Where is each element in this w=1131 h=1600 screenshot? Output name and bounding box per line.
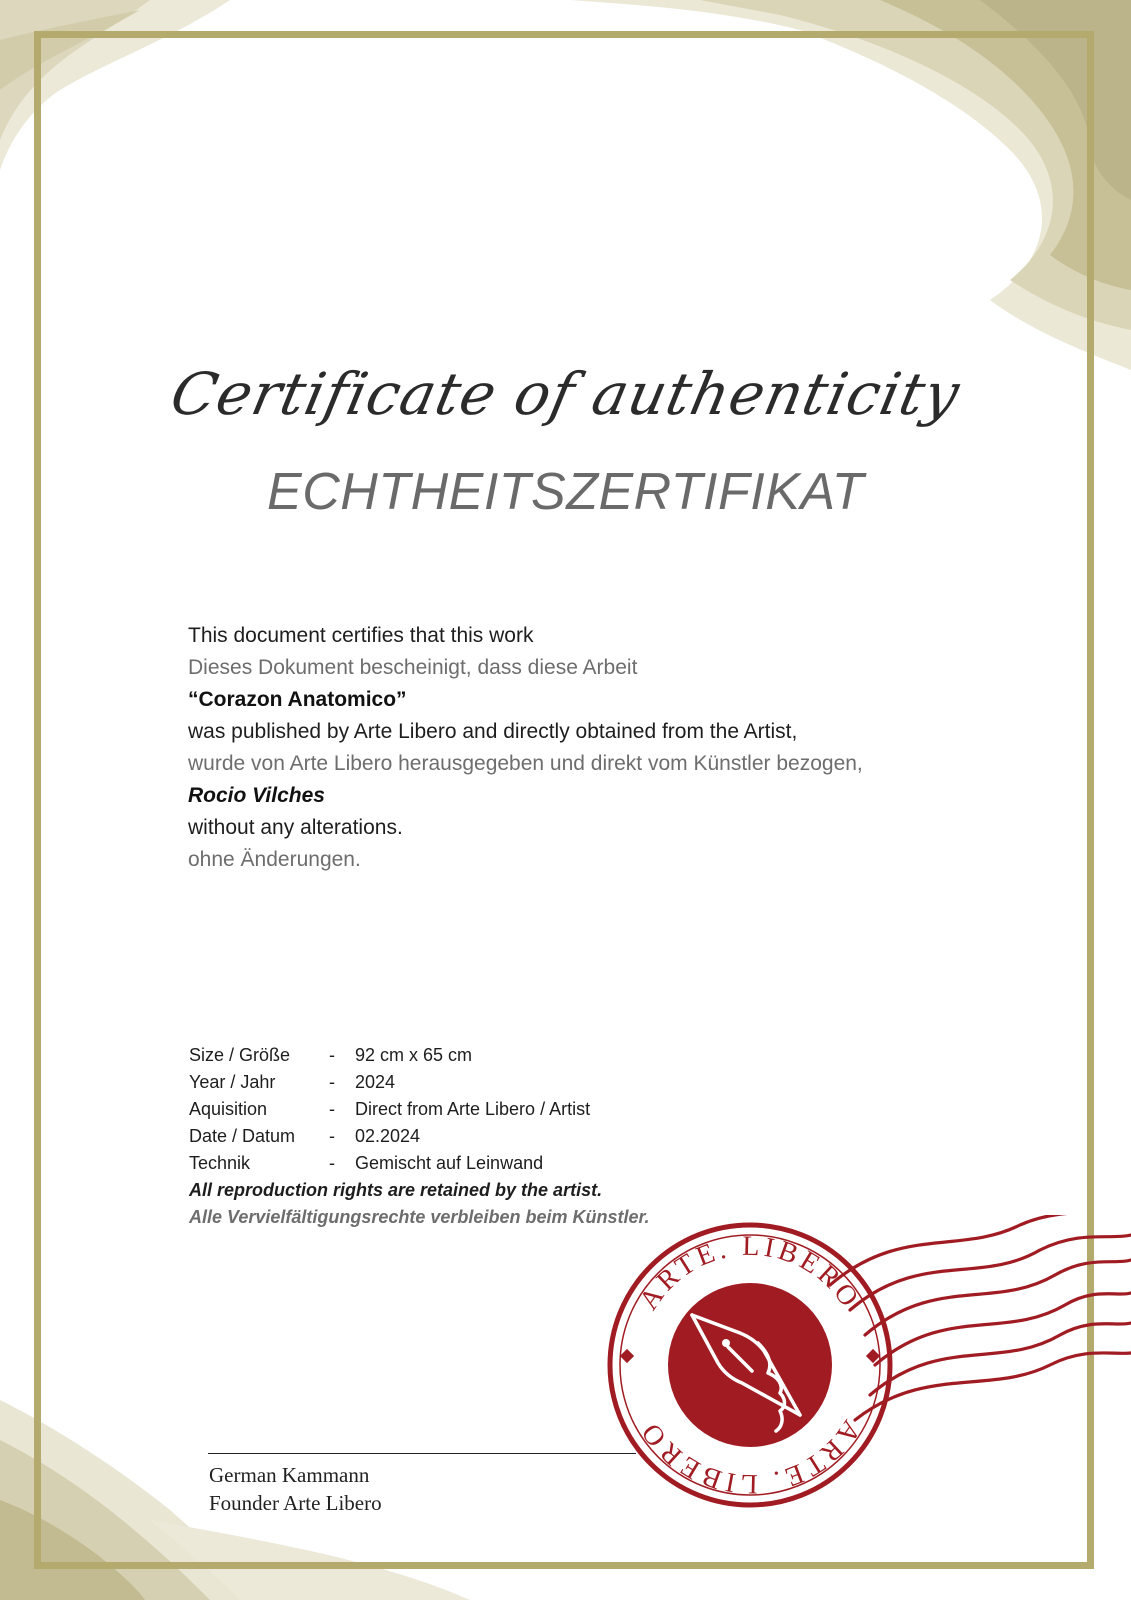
stamp-wavy-lines [830,1215,1131,1420]
detail-separator: - [329,1045,335,1065]
stamp-text-bottom-path: ARTE. LIBERO [633,1414,867,1500]
detail-row-technique [189,1150,649,1177]
rights-notice-de: Alle Vervielfältigungsrechte verbleiben beim Künstler. [189,1207,650,1227]
statement-line2-en: was published by Arte Libero and directly obtained from the Artist, [188,720,798,743]
detail-separator: - [329,1153,335,1173]
rights-notice-en: All reproduction rights are retained by the artist. [189,1180,603,1200]
statement-line1-de: Dieses Dokument bescheinigt, dass diese Arbeit [188,656,638,679]
detail-row-date [189,1123,649,1150]
detail-row-year [189,1069,649,1096]
detail-value: 2024 [355,1072,396,1092]
title-english-script: Certificate of authenticity [165,360,966,428]
detail-label: Technik [189,1153,251,1173]
detail-row-size [189,1042,649,1069]
detail-value: 92 cm x 65 cm [355,1045,473,1065]
detail-separator: - [329,1099,335,1119]
signature-line [208,1453,636,1454]
detail-row-acquisition [189,1096,649,1123]
detail-label: Date / Datum [189,1126,296,1146]
stamp-diamond-left [620,1349,634,1363]
title-german: ECHTHEITSZERTIFIKAT [267,463,864,521]
statement-line1-en: This document certifies that this work [188,624,534,647]
statement-line3-en: without any alterations. [188,816,403,839]
certification-statement [188,620,1008,876]
statement-line3-de: ohne Änderungen. [188,848,361,871]
stamp-nib-hole [722,1339,730,1347]
detail-value: Direct from Arte Libero / Artist [355,1099,591,1119]
detail-value: 02.2024 [355,1126,421,1146]
stamp-center-disc [668,1283,832,1447]
detail-value: Gemischt auf Leinwand [355,1153,544,1173]
statement-line2-de: wurde von Arte Libero herausgegeben und direkt vom Künstler bezogen, [188,752,863,775]
detail-label: Year / Jahr [189,1072,276,1092]
detail-separator: - [329,1126,335,1146]
detail-label: Size / Größe [189,1045,291,1065]
artist-name: Rocio Vilches [188,784,325,807]
signatory-role: Founder Arte Libero [209,1491,382,1515]
artwork-details [189,1042,649,1231]
detail-separator: - [329,1072,335,1092]
arte-libero-stamp [600,1215,1131,1515]
signatory-name: German Kammann [209,1463,370,1487]
work-title: “Corazon Anatomico” [188,688,407,711]
detail-label: Aquisition [189,1099,268,1119]
stamp-text-top-path: ARTE. LIBERO [633,1230,867,1316]
